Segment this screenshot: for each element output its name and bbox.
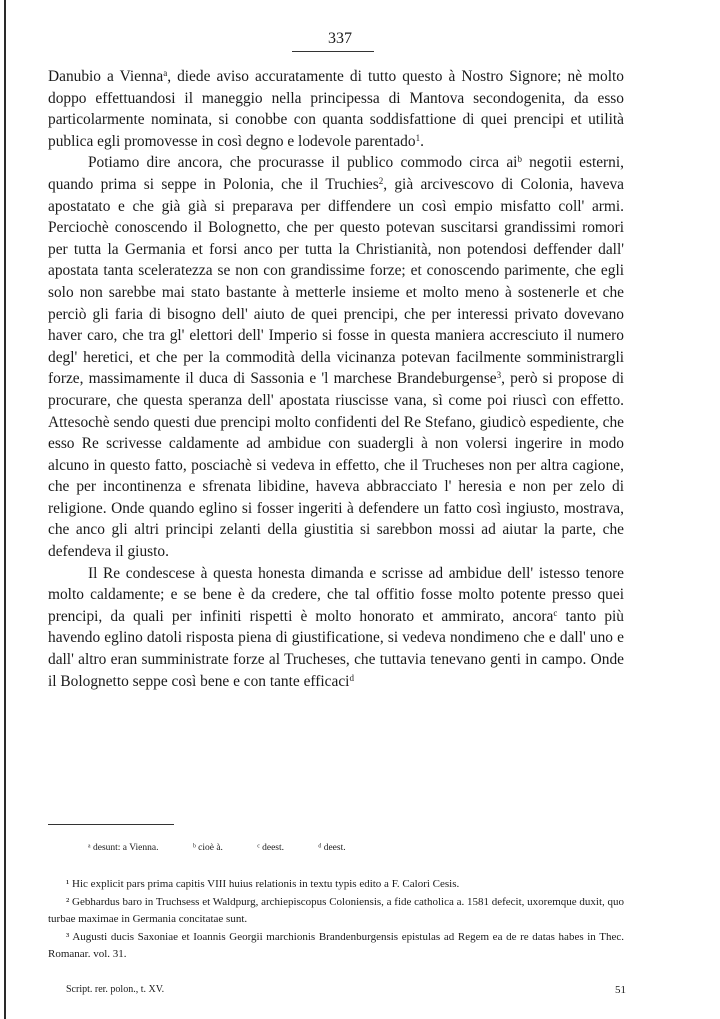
variant-mark: d <box>349 672 354 683</box>
footnote-2: ² Gebhardus baro in Truchsess et Waldpurg, archiepiscopus Coloniensis, a fide catholica a. 1581 defecit, uxoremque duxit, quo turbae maximae in Germania concitatae sunt. <box>48 895 624 926</box>
page-footer <box>66 984 626 996</box>
footnotes <box>48 876 624 964</box>
scan-left-edge <box>4 0 6 1019</box>
sheet-number: 51 <box>615 984 626 996</box>
page-number-rule <box>292 51 374 52</box>
variant-mark: c <box>553 607 558 618</box>
paragraph-1 <box>48 66 624 152</box>
variant-note: ᵈ deest. <box>318 843 346 853</box>
footnote-ref: 3 <box>496 370 502 381</box>
page-number: 337 <box>328 30 352 47</box>
paragraph-text: Danubio a Vienna <box>48 68 164 85</box>
textual-variants <box>88 843 378 853</box>
variant-mark: b <box>517 154 522 165</box>
paragraph-text: Il Re condescese à questa honesta dimanda e scrisse ad ambidue dell' istesso tenore molto caldamente; e se bene è da credere, che tal offitio fosse molto potente presso quei prencipi, da quali per infiniti rispetti è molto honorato et ammirato, ancora <box>48 564 624 625</box>
paragraph-text: tanto più havendo eglino datoli risposta piena di giustificatione, si vedeva nondimeno che e dall' uno e dall' altro eran sumministrate forze al Trucheses, che tuttavia tenevano genti in campo. Onde il Bolognetto seppe così bene e con tante efficaci <box>48 607 624 690</box>
paragraph-text: . <box>420 132 424 150</box>
variant-mark: a <box>163 68 168 78</box>
paragraph-text: , diede aviso accuratamente di tutto questo à Nostro Signore; nè molto doppo effettuandosi il maneggio nella principessa di Mantova secondogenita, da esso particolarmente nominata, si conobbe con quanta soddisfattione di quei prencipi et utilità publica egli promovesse in così degno e lodevole parentado <box>48 68 624 150</box>
footnote-rule <box>48 824 174 825</box>
paragraph-2 <box>48 152 624 562</box>
footnote-ref: 2 <box>378 175 384 186</box>
variant-note: ᵇ cioè à. <box>192 843 223 853</box>
footnote-1: ¹ Hic explicit pars prima capitis VIII huius relationis in textu typis edito a F. Calori Cesis. <box>66 878 460 890</box>
paragraph-text: , però si propose di procurare, che questa speranza dell' apostata riuscisse vana, sì come poi riuscì con effetto. Attesochè sendo questi due prencipi molto confidenti del Re Stefano, giudicò espediente, che esso Re scrivesse caldamente ad ambidue con suadergli à non volersi ingerire in modo alcuno in questo fatto, posciachè si vedeva in effetto, che il Trucheses non per altra cagione, che per incontinenza e sfrenata libidine, haveva abbracciato l' heresia e non per zelo di religione. Onde quando eglino si fosser ingeriti à defendere un fatto così ingiusto, mostrava, che anco gli altri principi zelanti della giustitia si sarebbon mossi ad aiutar la parte, che defendeva il giusto. <box>48 370 624 561</box>
paragraph-text: , già arcivescovo di Colonia, haveva apostatato e che già già si preparava per diffendere un così empio misfatto coll' armi. Perciochè conoscendo il Bolognetto, che per questo potevan suscitarsi grandissimi romori per tutta la Germania et forsi anco per tutta la Christianità, non potendosi deffender dall' apostata tanta sceleratezza se non con grandissime forze; et conoscendo parimente, che egli solo non sarebbe mai stato bastante à metterle insieme et molto meno à sostenerle et che perciò gli faria di bisogno dell' aiuto de quei prencipi, che per interessi privato dovevano haver caro, che tra gl' elettori dell' Imperio si fosse in questa maniera accresciuto il numero degl' heretici, et che per la commodità della vicinanza potevan facilmente somministrargli forze, massimamente il duca di Sassonia e 'l marchese Brandeburgense <box>48 175 624 388</box>
body-text <box>48 66 624 692</box>
variant-note: ᵃ desunt: a Vienna. <box>88 843 159 853</box>
variant-note: ᶜ deest. <box>257 843 285 853</box>
paragraph-3 <box>48 563 624 693</box>
footnote-3: ³ Augusti ducis Saxoniae et Ioannis Georgii marchionis Brandenburgensis epistulas ad Regem ea de re datas habes in Thec. Romanar. vol. 31. <box>48 930 624 961</box>
paragraph-text: negotii esterni, quando prima si seppe in Polonia, che il Truchies <box>48 154 624 193</box>
paragraph-text: Potiamo dire ancora, che procurasse il publico commodo circa ai <box>88 154 518 172</box>
signature-mark: Script. rer. polon., t. XV. <box>66 984 165 995</box>
footnote-ref: 1 <box>415 132 421 143</box>
